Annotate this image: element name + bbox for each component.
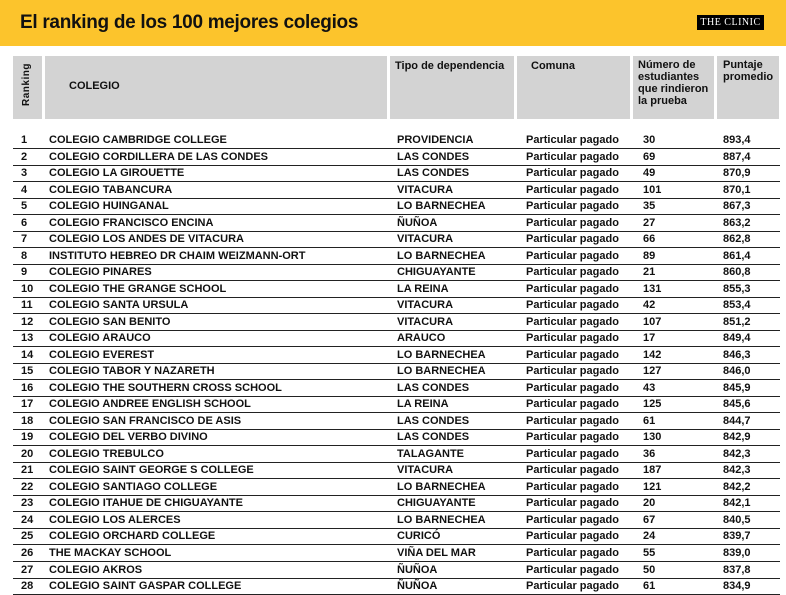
cell-estudiantes: 67	[643, 513, 656, 526]
table-row	[13, 182, 780, 199]
cell-rank: 3	[21, 167, 28, 180]
header-ranking	[13, 56, 42, 119]
cell-colegio: COLEGIO TABANCURA	[49, 183, 173, 196]
table-row	[13, 281, 780, 298]
cell-colegio: COLEGIO CAMBRIDGE COLLEGE	[49, 134, 227, 146]
cell-rank: 4	[21, 183, 28, 196]
cell-puntaje: 842,3	[723, 447, 751, 460]
header-ranking-label: Ranking	[21, 63, 32, 106]
cell-dependencia: LO BARNECHEA	[397, 365, 486, 378]
cell-dependencia: CHIGUAYANTE	[397, 497, 476, 510]
header-comuna: Comuna	[517, 56, 630, 119]
cell-colegio: COLEGIO SAINT GEORGE S COLLEGE	[49, 464, 254, 477]
cell-comuna: Particular pagado	[526, 513, 619, 526]
cell-dependencia: VIÑA DEL MAR	[397, 547, 476, 559]
cell-colegio: COLEGIO TREBULCO	[49, 447, 164, 460]
cell-dependencia: LO BARNECHEA	[397, 348, 486, 361]
cell-rank: 17	[21, 398, 34, 411]
cell-colegio: COLEGIO ORCHARD COLLEGE	[49, 530, 216, 543]
cell-dependencia: VITACURA	[397, 233, 454, 246]
table-row	[13, 264, 780, 281]
table-row	[13, 528, 780, 545]
table-row	[13, 330, 780, 347]
cell-puntaje: 863,2	[723, 216, 751, 229]
header-tipo: Tipo de dependencia	[390, 56, 514, 119]
cell-puntaje: 845,6	[723, 398, 751, 411]
cell-comuna: Particular pagado	[526, 348, 619, 361]
cell-comuna: Particular pagado	[526, 480, 619, 493]
cell-rank: 6	[21, 216, 28, 229]
cell-colegio: COLEGIO THE GRANGE SCHOOL	[49, 282, 227, 295]
cell-comuna: Particular pagado	[526, 447, 619, 460]
cell-comuna: Particular pagado	[526, 134, 619, 146]
cell-puntaje: 860,8	[723, 266, 751, 279]
table-row	[13, 363, 780, 380]
cell-puntaje: 887,4	[723, 150, 751, 163]
cell-comuna: Particular pagado	[526, 431, 619, 444]
cell-dependencia: VITACURA	[397, 464, 454, 477]
cell-comuna: Particular pagado	[526, 580, 619, 593]
cell-puntaje: 844,7	[723, 414, 751, 427]
cell-colegio: COLEGIO SAN BENITO	[49, 315, 171, 328]
cell-estudiantes: 17	[643, 332, 656, 345]
cell-puntaje: 840,5	[723, 513, 751, 526]
cell-colegio: COLEGIO SANTA URSULA	[49, 299, 189, 312]
cell-rank: 21	[21, 464, 34, 477]
cell-dependencia: VITACURA	[397, 183, 454, 196]
cell-rank: 25	[21, 530, 34, 543]
table-row	[13, 562, 780, 579]
cell-dependencia: LAS CONDES	[397, 150, 470, 163]
cell-dependencia: ÑUÑOA	[397, 563, 438, 576]
the-clinic-logo: THE CLINIC	[697, 15, 764, 30]
cell-estudiantes: 107	[643, 315, 662, 328]
cell-comuna: Particular pagado	[526, 414, 619, 427]
cell-puntaje: 846,3	[723, 348, 751, 361]
table-row	[13, 429, 780, 446]
cell-estudiantes: 35	[643, 200, 656, 213]
cell-estudiantes: 43	[643, 381, 656, 394]
table-row	[13, 132, 780, 149]
cell-estudiantes: 89	[643, 249, 656, 262]
header-estudiantes: Número de estudiantes que rindieron la prueba	[633, 56, 714, 119]
cell-puntaje: 834,9	[723, 580, 751, 593]
cell-colegio: COLEGIO TABOR Y NAZARETH	[49, 365, 215, 378]
cell-comuna: Particular pagado	[526, 332, 619, 345]
header-puntaje: Puntaje promedio	[717, 56, 779, 119]
cell-rank: 24	[21, 513, 34, 526]
cell-estudiantes: 69	[643, 150, 656, 163]
table-row	[13, 512, 780, 529]
cell-colegio: COLEGIO SAINT GASPAR COLLEGE	[49, 580, 242, 593]
cell-estudiantes: 125	[643, 398, 662, 411]
cell-rank: 8	[21, 249, 28, 262]
cell-rank: 14	[21, 348, 34, 361]
header-banner	[0, 0, 786, 46]
table-row	[13, 231, 780, 248]
cell-comuna: Particular pagado	[526, 530, 619, 543]
cell-colegio: COLEGIO THE SOUTHERN CROSS SCHOOL	[49, 381, 282, 394]
cell-puntaje: 862,8	[723, 233, 751, 246]
cell-puntaje: 849,4	[723, 332, 751, 345]
cell-rank: 28	[21, 580, 34, 593]
cell-puntaje: 842,3	[723, 464, 751, 477]
cell-dependencia: ÑUÑOA	[397, 216, 438, 229]
cell-puntaje: 855,3	[723, 282, 751, 295]
cell-estudiantes: 55	[643, 547, 656, 559]
cell-colegio: COLEGIO SANTIAGO COLLEGE	[49, 480, 218, 493]
cell-colegio: COLEGIO EVEREST	[49, 348, 155, 361]
table-row	[13, 545, 780, 562]
cell-rank: 26	[21, 547, 34, 559]
cell-rank: 16	[21, 381, 34, 394]
cell-estudiantes: 101	[643, 183, 662, 196]
cell-dependencia: LAS CONDES	[397, 167, 470, 180]
cell-estudiantes: 61	[643, 414, 656, 427]
cell-comuna: Particular pagado	[526, 563, 619, 576]
cell-dependencia: CURICÓ	[397, 530, 441, 543]
cell-rank: 23	[21, 497, 34, 510]
cell-puntaje: 837,8	[723, 563, 751, 576]
cell-estudiantes: 131	[643, 282, 662, 295]
cell-rank: 1	[21, 134, 28, 146]
cell-comuna: Particular pagado	[526, 381, 619, 394]
cell-comuna: Particular pagado	[526, 233, 619, 246]
cell-puntaje: 845,9	[723, 381, 751, 394]
cell-dependencia: LAS CONDES	[397, 414, 470, 427]
cell-colegio: COLEGIO HUINGANAL	[49, 200, 169, 213]
table-row	[13, 413, 780, 430]
cell-colegio: COLEGIO CORDILLERA DE LAS CONDES	[49, 150, 268, 163]
cell-puntaje: 839,0	[723, 547, 751, 559]
cell-rank: 9	[21, 266, 28, 279]
table-row	[13, 149, 780, 166]
table-row	[13, 198, 780, 215]
cell-rank: 7	[21, 233, 28, 246]
cell-dependencia: LO BARNECHEA	[397, 513, 486, 526]
cell-dependencia: ARAUCO	[397, 332, 446, 345]
cell-rank: 18	[21, 414, 34, 427]
cell-colegio: COLEGIO LOS ANDES DE VITACURA	[49, 233, 244, 246]
cell-dependencia: LO BARNECHEA	[397, 249, 486, 262]
cell-colegio: COLEGIO ARAUCO	[49, 332, 151, 345]
table-row	[13, 248, 780, 265]
cell-comuna: Particular pagado	[526, 365, 619, 378]
cell-dependencia: LAS CONDES	[397, 381, 470, 394]
header-colegio: COLEGIO	[45, 56, 387, 119]
cell-rank: 19	[21, 431, 34, 444]
cell-comuna: Particular pagado	[526, 547, 619, 559]
cell-rank: 10	[21, 282, 34, 295]
cell-colegio: COLEGIO SAN FRANCISCO DE ASIS	[49, 414, 242, 427]
cell-colegio: COLEGIO DEL VERBO DIVINO	[49, 431, 208, 444]
cell-colegio: COLEGIO LOS ALERCES	[49, 513, 181, 526]
cell-comuna: Particular pagado	[526, 266, 619, 279]
page-title: El ranking de los 100 mejores colegios	[20, 12, 359, 33]
table-row	[13, 297, 780, 314]
cell-estudiantes: 127	[643, 365, 662, 378]
cell-comuna: Particular pagado	[526, 167, 619, 180]
cell-comuna: Particular pagado	[526, 282, 619, 295]
cell-estudiantes: 187	[643, 464, 662, 477]
cell-dependencia: TALAGANTE	[397, 447, 465, 460]
cell-dependencia: LO BARNECHEA	[397, 200, 486, 213]
cell-comuna: Particular pagado	[526, 315, 619, 328]
cell-estudiantes: 20	[643, 497, 656, 510]
cell-estudiantes: 36	[643, 447, 656, 460]
cell-comuna: Particular pagado	[526, 183, 619, 196]
cell-puntaje: 842,9	[723, 431, 751, 444]
cell-puntaje: 842,1	[723, 497, 751, 510]
cell-puntaje: 893,4	[723, 134, 751, 146]
table-row	[13, 215, 780, 232]
table-row	[13, 462, 780, 479]
cell-estudiantes: 130	[643, 431, 662, 444]
cell-dependencia: ÑUÑOA	[397, 580, 438, 593]
cell-estudiantes: 27	[643, 216, 656, 229]
cell-rank: 12	[21, 315, 34, 328]
cell-puntaje: 851,2	[723, 315, 751, 328]
cell-estudiantes: 61	[643, 580, 656, 593]
cell-puntaje: 846,0	[723, 365, 751, 378]
cell-puntaje: 867,3	[723, 200, 751, 213]
cell-puntaje: 870,9	[723, 167, 751, 180]
cell-estudiantes: 30	[643, 134, 656, 146]
cell-comuna: Particular pagado	[526, 150, 619, 163]
cell-puntaje: 839,7	[723, 530, 751, 543]
cell-rank: 22	[21, 480, 34, 493]
cell-puntaje: 853,4	[723, 299, 751, 312]
cell-colegio: COLEGIO PINARES	[49, 266, 152, 279]
cell-dependencia: LO BARNECHEA	[397, 480, 486, 493]
cell-rank: 5	[21, 200, 28, 213]
cell-dependencia: LA REINA	[397, 398, 449, 411]
cell-comuna: Particular pagado	[526, 216, 619, 229]
cell-rank: 27	[21, 563, 34, 576]
table-row	[13, 314, 780, 331]
cell-comuna: Particular pagado	[526, 398, 619, 411]
cell-estudiantes: 50	[643, 563, 656, 576]
cell-estudiantes: 42	[643, 299, 656, 312]
cell-rank: 15	[21, 365, 34, 378]
cell-colegio: THE MACKAY SCHOOL	[49, 547, 172, 559]
table-row	[13, 578, 780, 595]
cell-dependencia: PROVIDENCIA	[397, 134, 474, 146]
cell-estudiantes: 21	[643, 266, 656, 279]
cell-rank: 2	[21, 150, 28, 163]
cell-colegio: COLEGIO FRANCISCO ENCINA	[49, 216, 214, 229]
cell-comuna: Particular pagado	[526, 497, 619, 510]
cell-dependencia: LAS CONDES	[397, 431, 470, 444]
cell-comuna: Particular pagado	[526, 200, 619, 213]
cell-comuna: Particular pagado	[526, 299, 619, 312]
cell-rank: 11	[21, 299, 33, 312]
cell-colegio: COLEGIO ITAHUE DE CHIGUAYANTE	[49, 497, 243, 510]
cell-estudiantes: 24	[643, 530, 656, 543]
cell-dependencia: CHIGUAYANTE	[397, 266, 476, 279]
cell-puntaje: 861,4	[723, 249, 751, 262]
cell-colegio: COLEGIO LA GIROUETTE	[49, 167, 185, 180]
cell-puntaje: 870,1	[723, 183, 751, 196]
cell-dependencia: LA REINA	[397, 282, 449, 295]
cell-colegio: COLEGIO AKROS	[49, 563, 143, 576]
cell-rank: 20	[21, 447, 34, 460]
table-row	[13, 347, 780, 364]
cell-estudiantes: 49	[643, 167, 656, 180]
table-row	[13, 495, 780, 512]
table-row	[13, 396, 780, 413]
table-row	[13, 165, 780, 182]
cell-dependencia: VITACURA	[397, 315, 454, 328]
cell-rank: 13	[21, 332, 34, 345]
cell-estudiantes: 121	[643, 480, 662, 493]
cell-comuna: Particular pagado	[526, 464, 619, 477]
cell-comuna: Particular pagado	[526, 249, 619, 262]
cell-estudiantes: 142	[643, 348, 662, 361]
cell-dependencia: VITACURA	[397, 299, 454, 312]
cell-colegio: INSTITUTO HEBREO DR CHAIM WEIZMANN-ORT	[49, 249, 306, 262]
table-row	[13, 380, 780, 397]
cell-estudiantes: 66	[643, 233, 656, 246]
cell-puntaje: 842,2	[723, 480, 751, 493]
table-row	[13, 479, 780, 496]
table-row	[13, 446, 780, 463]
cell-colegio: COLEGIO ANDREE ENGLISH SCHOOL	[49, 398, 251, 411]
